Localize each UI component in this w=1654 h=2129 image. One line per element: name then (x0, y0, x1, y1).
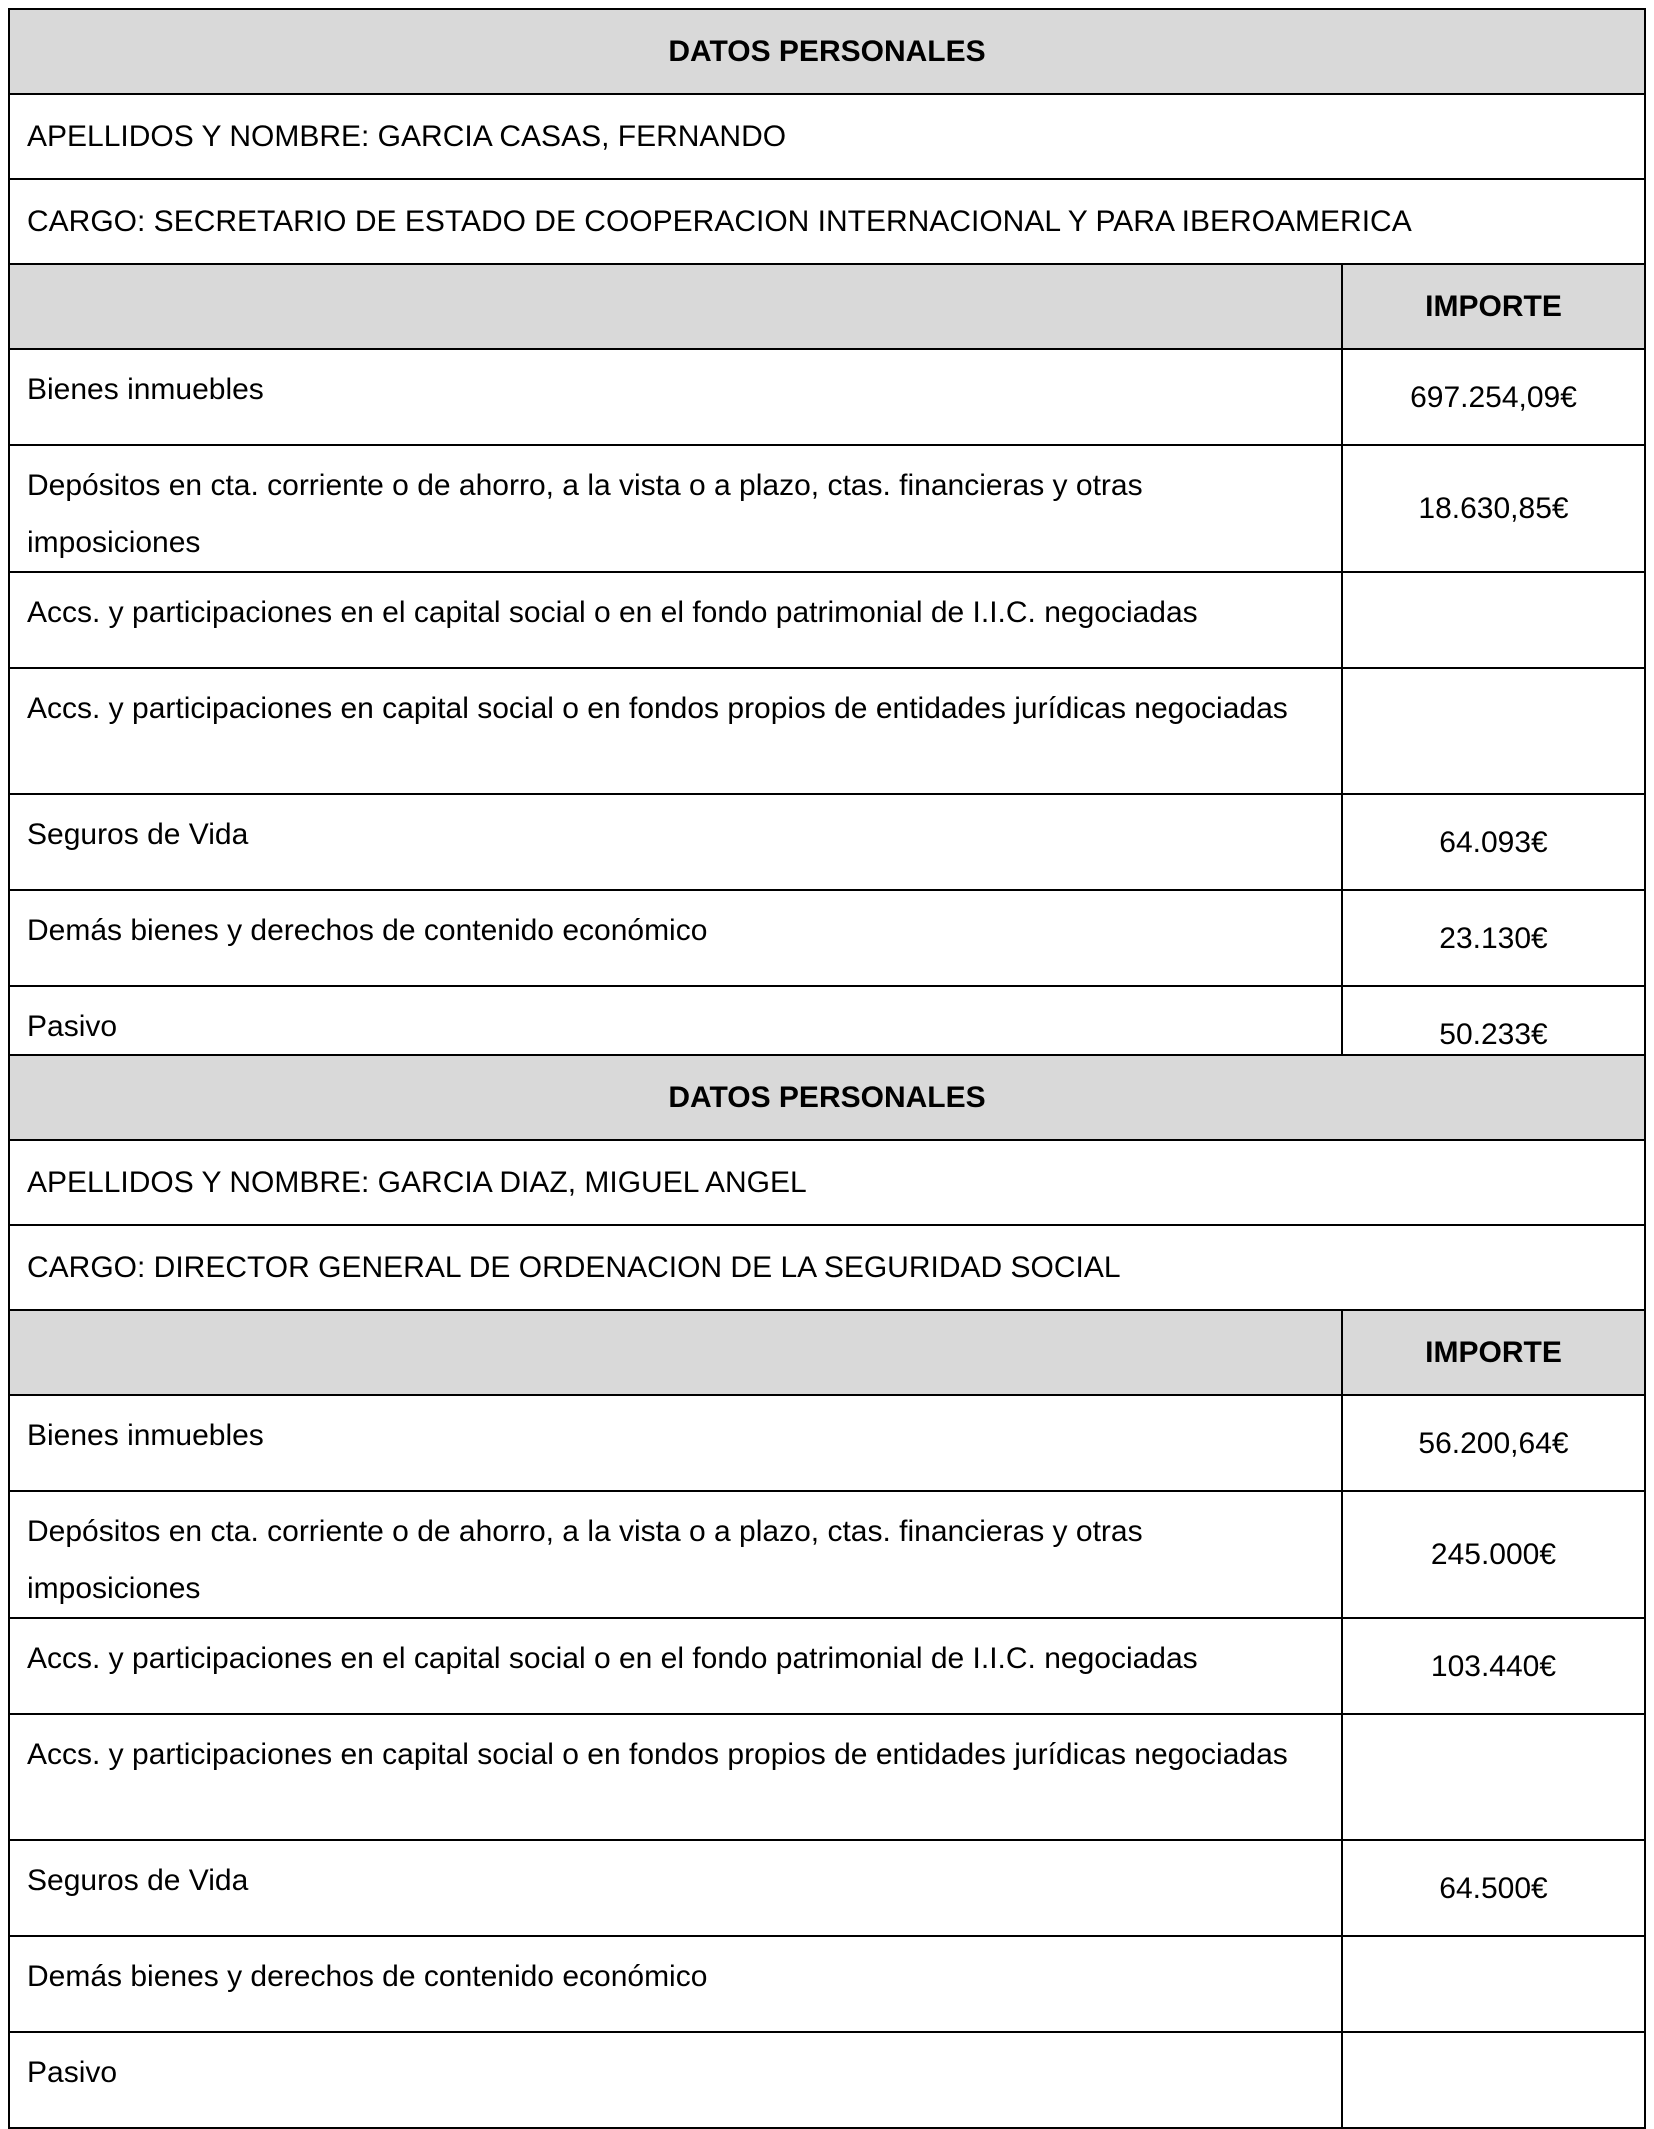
item-amount: 50.233€ (1342, 986, 1645, 1082)
item-label: Demás bienes y derechos de contenido económico (9, 890, 1342, 986)
importe-header-row (9, 1310, 1645, 1395)
empty-header-cell (9, 264, 1342, 349)
importe-column-header: IMPORTE (1342, 1310, 1645, 1395)
table-row (9, 572, 1645, 668)
item-label: Accs. y participaciones en el capital social o en el fondo patrimonial de I.I.C. negociadas (9, 1618, 1342, 1714)
declaration-table (8, 1054, 1646, 2129)
name-row (9, 94, 1645, 179)
person-name: APELLIDOS Y NOMBRE: GARCIA DIAZ, MIGUEL ANGEL (9, 1140, 1645, 1225)
item-amount: 64.093€ (1342, 794, 1645, 890)
item-amount: 103.440€ (1342, 1618, 1645, 1714)
table-row (9, 1714, 1645, 1840)
item-label: Bienes inmuebles (9, 349, 1342, 445)
table-row (9, 1840, 1645, 1936)
item-label: Depósitos en cta. corriente o de ahorro, a la vista o a plazo, ctas. financieras y otras imposiciones (9, 445, 1342, 572)
item-label: Bienes inmuebles (9, 1395, 1342, 1491)
item-amount: 64.500€ (1342, 1840, 1645, 1936)
item-amount: 56.200,64€ (1342, 1395, 1645, 1491)
item-label: Seguros de Vida (9, 1840, 1342, 1936)
item-amount: 23.130€ (1342, 890, 1645, 986)
table-row (9, 1618, 1645, 1714)
item-amount: 697.254,09€ (1342, 349, 1645, 445)
table-row (9, 890, 1645, 986)
item-label: Pasivo (9, 2032, 1342, 2128)
item-label: Depósitos en cta. corriente o de ahorro, a la vista o a plazo, ctas. financieras y otras imposiciones (9, 1491, 1342, 1618)
name-row (9, 1140, 1645, 1225)
item-amount (1342, 1936, 1645, 2032)
table-row (9, 1395, 1645, 1491)
table-row (9, 2032, 1645, 2128)
table-row (9, 349, 1645, 445)
item-label: Demás bienes y derechos de contenido económico (9, 1936, 1342, 2032)
person-position: CARGO: DIRECTOR GENERAL DE ORDENACION DE LA SEGURIDAD SOCIAL (9, 1225, 1645, 1310)
cargo-row (9, 1225, 1645, 1310)
item-label: Seguros de Vida (9, 794, 1342, 890)
item-amount (1342, 668, 1645, 794)
empty-header-cell (9, 1310, 1342, 1395)
cargo-row (9, 179, 1645, 264)
table-row (9, 1936, 1645, 2032)
section-header: DATOS PERSONALES (9, 1055, 1645, 1140)
person-name: APELLIDOS Y NOMBRE: GARCIA CASAS, FERNANDO (9, 94, 1645, 179)
item-label: Pasivo (9, 986, 1342, 1082)
item-label: Accs. y participaciones en capital social o en fondos propios de entidades jurídicas negociadas (9, 1714, 1342, 1840)
declaration-table (8, 8, 1646, 1083)
table-row (9, 1491, 1645, 1618)
item-amount: 18.630,85€ (1342, 445, 1645, 572)
table-row (9, 668, 1645, 794)
item-amount (1342, 1714, 1645, 1840)
item-amount (1342, 2032, 1645, 2128)
importe-column-header: IMPORTE (1342, 264, 1645, 349)
importe-header-row (9, 264, 1645, 349)
person-position: CARGO: SECRETARIO DE ESTADO DE COOPERACION INTERNACIONAL Y PARA IBEROAMERICA (9, 179, 1645, 264)
section-header: DATOS PERSONALES (9, 9, 1645, 94)
section-header-row (9, 1055, 1645, 1140)
item-label: Accs. y participaciones en capital social o en fondos propios de entidades jurídicas negociadas (9, 668, 1342, 794)
table-row (9, 794, 1645, 890)
section-header-row (9, 9, 1645, 94)
table-row (9, 445, 1645, 572)
item-label: Accs. y participaciones en el capital social o en el fondo patrimonial de I.I.C. negociadas (9, 572, 1342, 668)
item-amount: 245.000€ (1342, 1491, 1645, 1618)
item-amount (1342, 572, 1645, 668)
